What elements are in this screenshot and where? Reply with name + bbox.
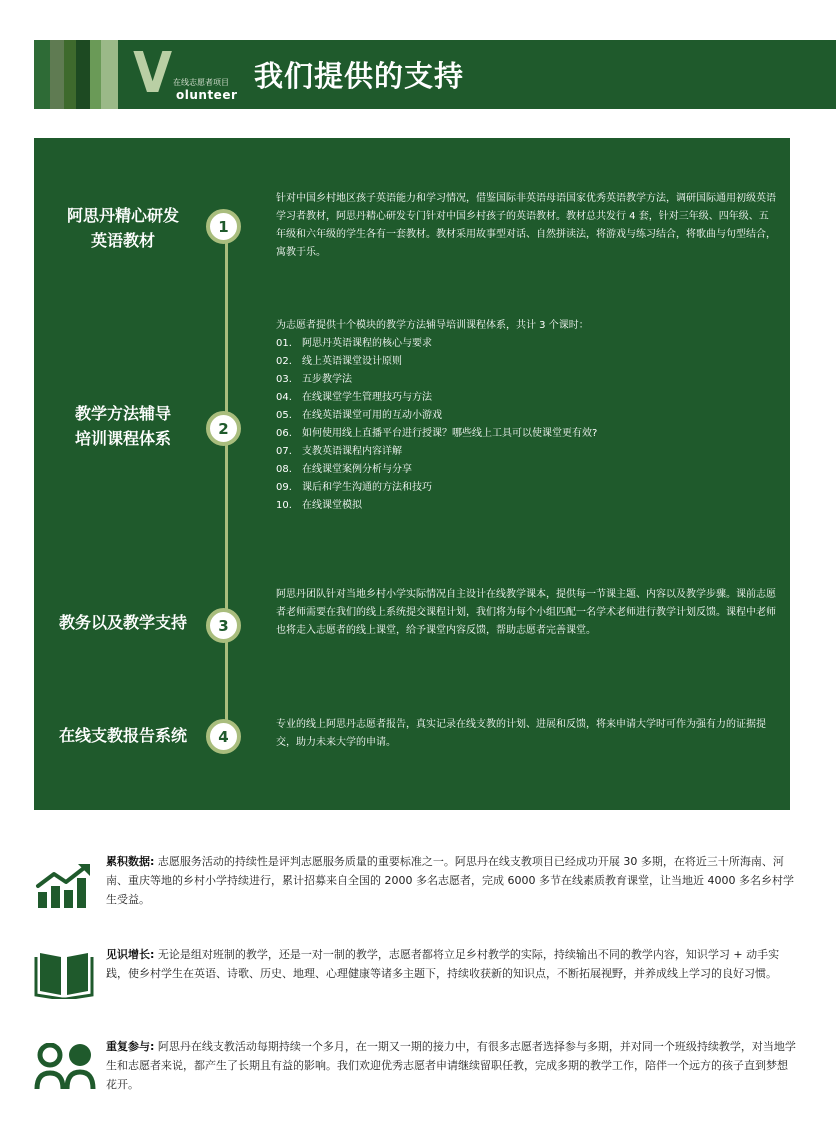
- banner-stripe: [90, 40, 101, 109]
- step-3-title-line1: 教务以及教学支持: [58, 613, 187, 632]
- module-list: [276, 335, 776, 515]
- stat-repeat-text: [106, 1037, 796, 1094]
- timeline-line: [225, 226, 228, 738]
- banner-stripe: [76, 40, 90, 109]
- step-2-badge: 2: [206, 411, 241, 446]
- step-3-description: 阿思丹团队针对当地乡村小学实际情况自主设计在线教学课本，提供每一节课主题、内容以及教学步骤。课前志愿者老师需要在我们的线上系统提交课程计划，我们将为每个小组匹配一名学术老师进行教学计划反馈。课程中老师也将走入志愿者的线上课堂，给予课堂内容反馈，帮助志愿者完善课堂。: [276, 589, 776, 636]
- step-3-title: [42, 610, 204, 635]
- list-item: [276, 479, 776, 497]
- list-item: [276, 335, 776, 353]
- module-text: 在线课堂模拟: [302, 500, 362, 511]
- banner-stripe: [50, 40, 64, 109]
- list-item: [276, 443, 776, 461]
- people-icon: [34, 1043, 98, 1089]
- step-1-description: 针对中国乡村地区孩子英语能力和学习情况，借鉴国际非英语母语国家优秀英语教学方法，调研国际通用初级英语学习者教材，阿思丹精心研发专门针对中国乡村孩子的英语教材。教材总共发行 4 套，针对三年级、四年级、五年级和六年级的学生各有一套教材。教材采用故事型对话、自然拼读法，将游戏与练习结合，将歌曲与句型结合，寓教于乐。: [276, 193, 776, 258]
- step-4-badge: 4: [206, 719, 241, 754]
- stat-cumulative-text: [106, 852, 796, 909]
- support-panel: [34, 138, 790, 810]
- growth-chart-icon: [34, 862, 94, 910]
- module-text: 在线英语课堂可用的互动小游戏: [302, 410, 442, 421]
- module-number: 03.: [276, 374, 292, 385]
- page-title: 我们提供的支持: [254, 59, 465, 93]
- step-2-title-line1: 教学方法辅导: [74, 404, 171, 423]
- step-3-badge: 3: [206, 608, 241, 643]
- module-number: 04.: [276, 392, 292, 403]
- module-number: 06.: [276, 428, 292, 439]
- list-item: [276, 407, 776, 425]
- module-text: 线上英语课堂设计原则: [302, 356, 402, 367]
- stat-body: 无论是组对班制的教学，还是一对一制的教学，志愿者都将立足乡村教学的实际，持续输出不同的教学内容，知识学习 + 动手实践，使乡村学生在英语、诗歌、历史、地理、心理健康等诸多主题下，持续收获新的知识点，不断拓展视野，并养成线上学习的良好习惯。: [106, 948, 780, 980]
- step-1-title-line2: 英语教材: [90, 231, 155, 250]
- step-2-intro: 为志愿者提供十个模块的教学方法辅导培训课程体系，共计 3 个课时：: [276, 320, 589, 331]
- header-banner: [34, 40, 836, 109]
- module-number: 08.: [276, 464, 292, 475]
- list-item: [276, 389, 776, 407]
- stat-label: 见识增长:: [106, 948, 155, 961]
- step-4-title: [42, 723, 204, 748]
- stat-knowledge-text: [106, 945, 796, 983]
- logo-letter: V: [133, 41, 173, 106]
- list-item: [276, 353, 776, 371]
- banner-stripe: [34, 40, 50, 109]
- list-item: [276, 371, 776, 389]
- module-text: 五步教学法: [302, 374, 352, 385]
- module-text: 在线课堂案例分析与分享: [302, 464, 412, 475]
- banner-stripe: [101, 40, 118, 109]
- stat-body: 阿思丹在线支教活动每期持续一个多月，在一期又一期的接力中，有很多志愿者选择参与多期，并对同一个班级持续教学，对当地学生和志愿者来说，都产生了长期且有益的影响。我们欢迎优秀志愿者申请继续留职任教，完成多期的教学工作，陪伴一个远方的孩子直到梦想花开。: [106, 1040, 796, 1091]
- open-book-icon: [34, 949, 94, 999]
- banner-stripe: [64, 40, 76, 109]
- step-2-title-line2: 培训课程体系: [74, 429, 171, 448]
- step-4-title-line1: 在线支教报告系统: [58, 726, 187, 745]
- list-item: [276, 425, 776, 443]
- stat-body: 志愿服务活动的持续性是评判志愿服务质量的重要标准之一。阿思丹在线支教项目已经成功开展 30 多期，在将近三十所海南、河南、重庆等地的乡村小学持续进行，累计招募来自全国的 2000 多名志愿者，完成 6000 多节在线素质教育课堂，让当地近 4000 多名乡村学生受益。: [106, 855, 794, 906]
- module-number: 05.: [276, 410, 292, 421]
- step-2-description: [276, 317, 776, 515]
- module-number: 01.: [276, 338, 292, 349]
- stat-label: 重复参与:: [106, 1040, 155, 1053]
- module-text: 支教英语课程内容详解: [302, 446, 402, 457]
- step-4-description: 专业的线上阿思丹志愿者报告，真实记录在线支教的计划、进展和反馈，将来申请大学时可作为强有力的证据提交，助力未来大学的申请。: [276, 719, 766, 748]
- module-number: 09.: [276, 482, 292, 493]
- module-text: 课后和学生沟通的方法和技巧: [302, 482, 432, 493]
- step-1-title: [48, 203, 198, 253]
- module-number: 10.: [276, 500, 292, 511]
- step-1-title-line1: 阿思丹精心研发: [66, 206, 179, 225]
- list-item: [276, 497, 776, 515]
- module-number: 02.: [276, 356, 292, 367]
- logo-word: olunteer: [176, 88, 238, 102]
- module-number: 07.: [276, 446, 292, 457]
- module-text: 在线课堂学生管理技巧与方法: [302, 392, 432, 403]
- step-2-title: [48, 401, 198, 451]
- step-1-badge: 1: [206, 209, 241, 244]
- module-text: 阿思丹英语课程的核心与要求: [302, 338, 432, 349]
- stat-label: 累积数据:: [106, 855, 155, 868]
- logo-subtitle: 在线志愿者项目: [173, 78, 229, 87]
- list-item: [276, 461, 776, 479]
- module-text: 如何使用线上直播平台进行授课？哪些线上工具可以使课堂更有效?: [302, 428, 598, 439]
